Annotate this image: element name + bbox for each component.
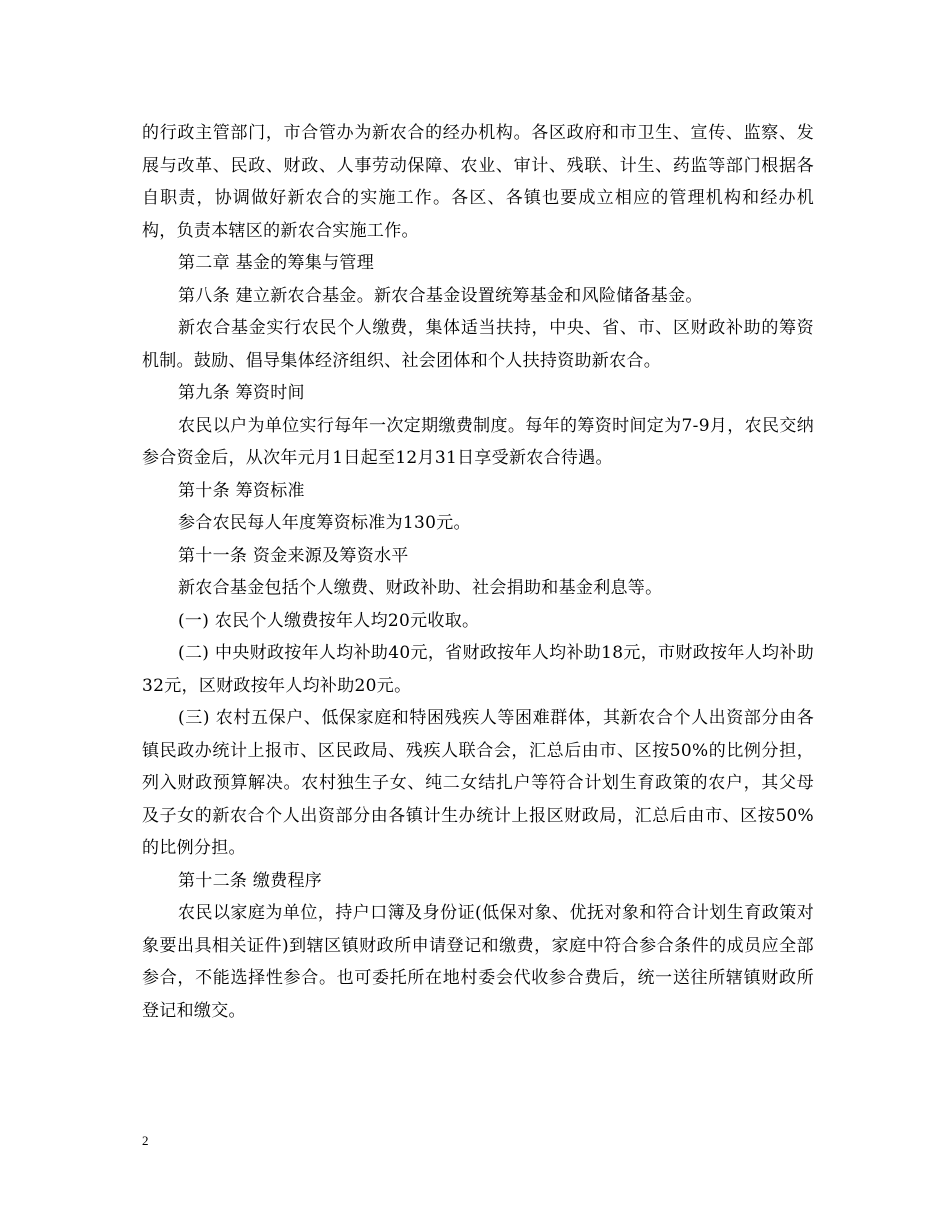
paragraph: 的行政主管部门，市合管办为新农合的经办机构。各区政府和市卫生、宣传、监察、发展与改革、民政、财政、人事劳动保障、农业、审计、残联、计生、药监等部门根据各自职责，协调做好新农合的实施工作。各区、各镇也要成立相应的管理机构和经办机构，负责本辖区的新农合实施工作。 — [142, 123, 814, 241]
paragraph: 农民以家庭为单位，持户口簿及身份证(低保对象、优抚对象和符合计划生育政策对象要出具相关证件)到辖区镇财政所申请登记和缴费，家庭中符合参合条件的成员应全部参合，不能选择性参合。也可委托所在地村委会代收参合费后，统一送往所辖镇财政所登记和缴交。 — [142, 903, 814, 1021]
list-item: (三) 农村五保户、低保家庭和特困残疾人等困难群体，其新农合个人出资部分由各镇民政办统计上报市、区民政局、残疾人联合会，汇总后由市、区按50%的比例分担，列入财政预算解决。农村独生子女、纯二女结扎户等符合计划生育政策的农户，其父母及子女的新农合个人出资部分由各镇计生办统计上报区财政局，汇总后由市、区按50%的比例分担。 — [142, 708, 814, 858]
article-heading: 第十二条 缴费程序 — [178, 870, 323, 891]
list-item: (二) 中央财政按年人均补助40元，省财政按年人均补助18元，市财政按年人均补助32元，区财政按年人均补助20元。 — [142, 643, 814, 696]
article-heading: 第十一条 资金来源及筹资水平 — [178, 545, 409, 566]
list-item: (一) 农民个人缴费按年人均20元收取。 — [178, 610, 480, 631]
document-body — [142, 117, 814, 1027]
article-heading: 第九条 筹资时间 — [178, 383, 305, 403]
article-heading: 第十条 筹资标准 — [178, 480, 305, 501]
chapter-heading: 第二章 基金的筹集与管理 — [178, 253, 375, 273]
article-heading: 第八条 建立新农合基金。新农合基金设置统筹基金和风险储备基金。 — [178, 285, 703, 306]
paragraph: 农民以户为单位实行每年一次定期缴费制度。每年的筹资时间定为7-9月，农民交纳参合资金后，从次年元月1日起至12月31日享受新农合待遇。 — [142, 415, 814, 468]
paragraph: 新农合基金实行农民个人缴费，集体适当扶持，中央、省、市、区财政补助的筹资机制。鼓励、倡导集体经济组织、社会团体和个人扶持资助新农合。 — [142, 318, 814, 371]
page-number: 2 — [142, 1133, 149, 1148]
paragraph: 参合农民每人年度筹资标准为130元。 — [178, 513, 471, 533]
paragraph: 新农合基金包括个人缴费、财政补助、社会捐助和基金利息等。 — [178, 578, 663, 598]
